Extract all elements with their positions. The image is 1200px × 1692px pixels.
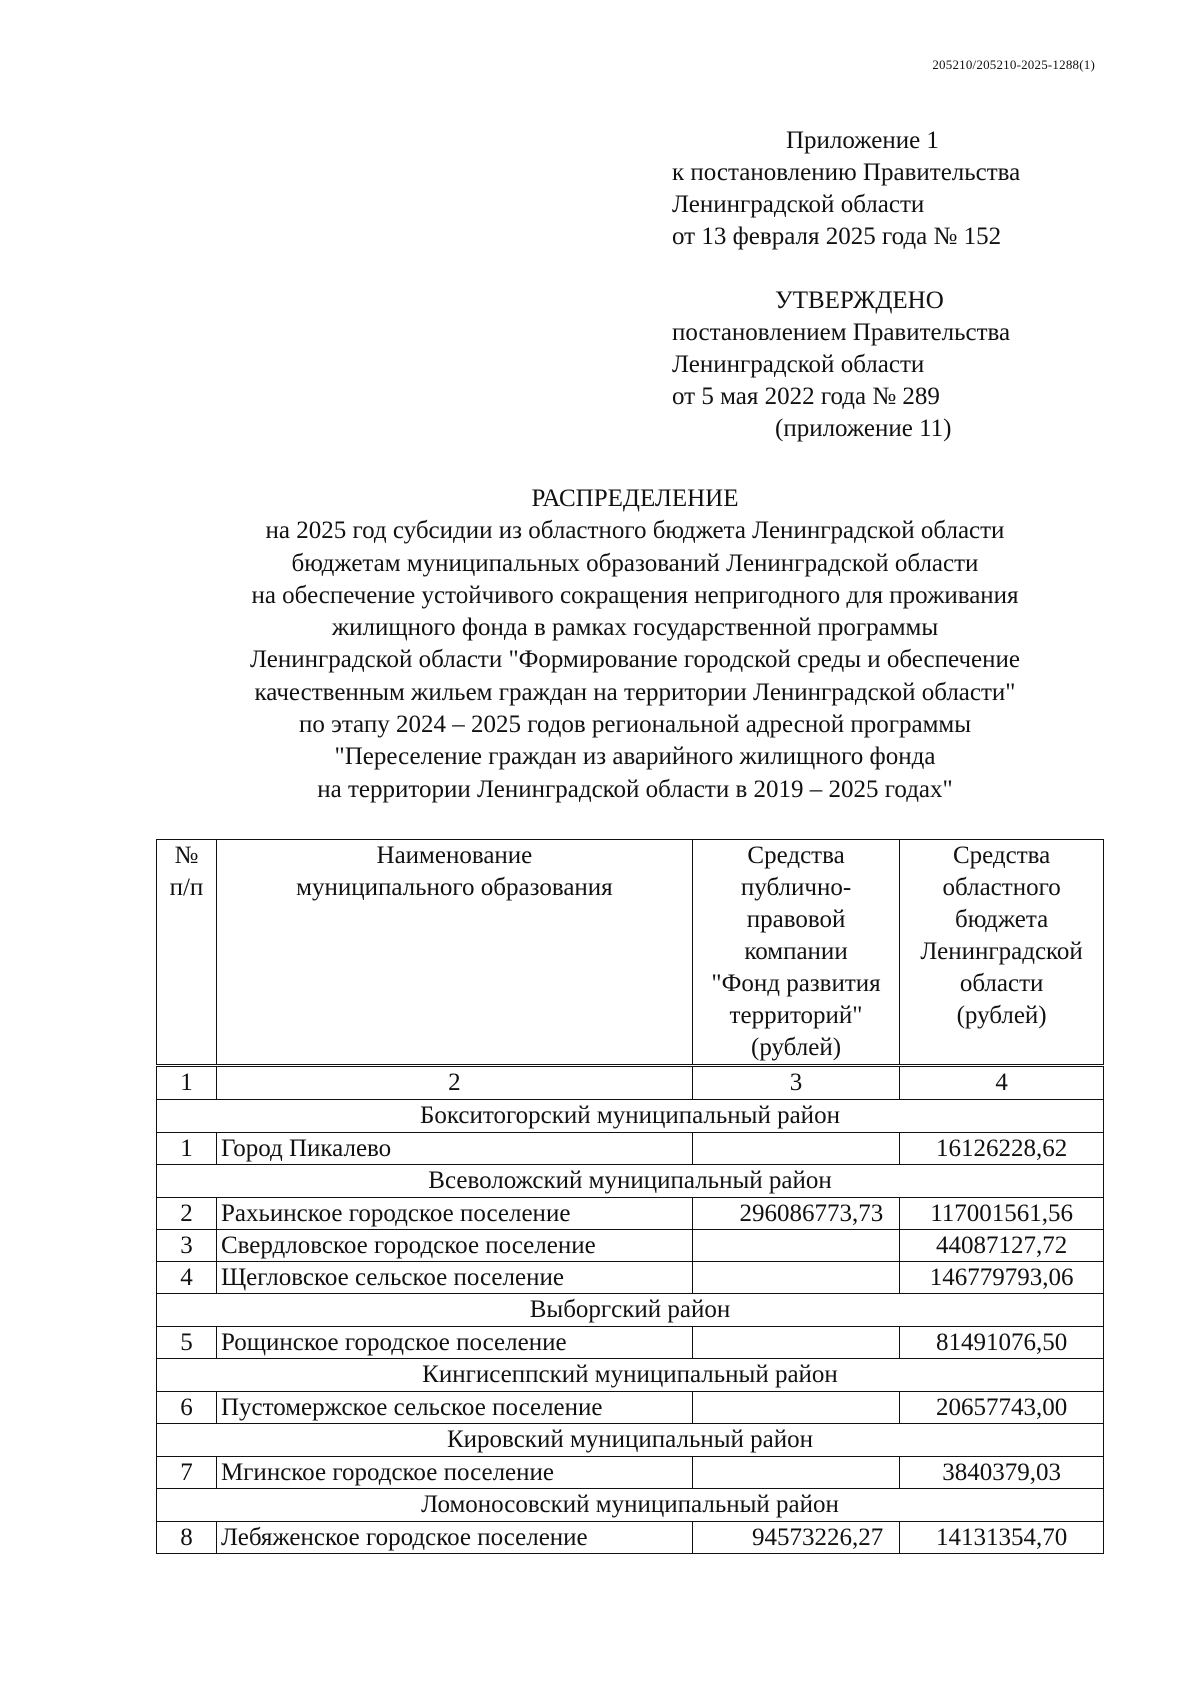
row-number: 3 — [157, 1230, 217, 1262]
row-municipality: Рахьинское городское поселение — [216, 1198, 692, 1230]
table-row — [157, 1198, 1104, 1230]
row-municipality: Город Пикалево — [216, 1133, 692, 1165]
row-oblast-amount: 16126228,62 — [900, 1133, 1104, 1165]
header-oblast: Средства областного бюджета Ленинградской области (рублей) — [900, 840, 1104, 1066]
row-municipality: Рощинское городское поселение — [216, 1327, 692, 1359]
title-line: по этапу 2024 – 2025 годов региональной адресной программы — [298, 711, 972, 739]
row-oblast-amount: 3840379,03 — [900, 1457, 1104, 1489]
row-number: 1 — [157, 1133, 217, 1165]
title-line: качественным жильем граждан на территории Ленинградской области" — [254, 678, 1016, 706]
row-fund-amount — [692, 1262, 899, 1294]
title-line: Ленинградской области "Формирование городской среды и обеспечение — [249, 646, 1021, 674]
title-line: бюджетам муниципальных образований Ленинградской области — [291, 549, 979, 577]
district-name: Кировский муниципальный район — [157, 1424, 1104, 1457]
table-row — [157, 1262, 1104, 1294]
district-row — [157, 1359, 1104, 1392]
table-row — [157, 1457, 1104, 1489]
district-row — [157, 1424, 1104, 1457]
district-row — [157, 1100, 1104, 1133]
index-cell: 2 — [216, 1066, 692, 1100]
row-fund-amount — [692, 1133, 899, 1165]
title-line: "Переселение граждан из аварийного жилищного фонда — [334, 743, 936, 771]
row-fund-amount — [692, 1457, 899, 1489]
row-fund-amount: 296086773,73 — [692, 1198, 899, 1230]
row-oblast-amount: 146779793,06 — [900, 1262, 1104, 1294]
row-oblast-amount: 81491076,50 — [900, 1327, 1104, 1359]
row-number: 6 — [157, 1392, 217, 1424]
appendix-line: к постановлению Правительства — [672, 159, 1021, 186]
row-fund-amount: 94573226,27 — [692, 1522, 899, 1554]
title-line: на 2025 год субсидии из областного бюджета Ленинградской области — [265, 517, 1005, 545]
approved-line: постановлением Правительства — [672, 319, 1011, 346]
index-cell: 4 — [900, 1066, 1104, 1100]
approved-line: от 5 мая 2022 года № 289 — [672, 383, 940, 410]
header-num: № п/п — [157, 840, 217, 1066]
table-row — [157, 1522, 1104, 1554]
title-line: на территории Ленинградской области в 2019 – 2025 годах" — [317, 775, 953, 803]
row-municipality: Пустомержское сельское поселение — [216, 1392, 692, 1424]
table-row — [157, 1327, 1104, 1359]
index-cell: 1 — [157, 1066, 217, 1100]
header-fund: Средства публично- правовой компании "Фонд развития территорий" (рублей) — [692, 840, 899, 1066]
row-municipality: Щегловское сельское поселение — [216, 1262, 692, 1294]
row-fund-amount — [692, 1230, 899, 1262]
approved-annex: (приложение 11) — [775, 415, 952, 442]
row-oblast-amount: 14131354,70 — [900, 1522, 1104, 1554]
table-row — [157, 1230, 1104, 1262]
index-cell: 3 — [692, 1066, 899, 1100]
row-municipality: Лебяженское городское поселение — [216, 1522, 692, 1554]
row-oblast-amount: 20657743,00 — [900, 1392, 1104, 1424]
document-title — [150, 483, 1120, 806]
district-name: Всеволожский муниципальный район — [157, 1165, 1104, 1198]
table-index-row — [157, 1066, 1104, 1100]
appendix-title: Приложение 1 — [786, 127, 939, 154]
district-name: Выборгский район — [157, 1294, 1104, 1327]
approved-block — [672, 285, 1010, 445]
appendix-line: Ленинградской области — [672, 191, 925, 218]
row-fund-amount — [692, 1392, 899, 1424]
row-number: 4 — [157, 1262, 217, 1294]
district-row — [157, 1294, 1104, 1327]
approved-line: Ленинградской области — [672, 351, 925, 378]
appendix-block — [672, 125, 1020, 253]
district-row — [157, 1165, 1104, 1198]
appendix-line: от 13 февраля 2025 года № 152 — [672, 223, 1002, 250]
row-number: 7 — [157, 1457, 217, 1489]
title-line: на обеспечение устойчивого сокращения непригодного для проживания — [251, 581, 1019, 609]
row-fund-amount — [692, 1327, 899, 1359]
row-oblast-amount: 44087127,72 — [900, 1230, 1104, 1262]
district-name: Бокситогорский муниципальный район — [157, 1100, 1104, 1133]
document-id: 205210/205210-2025-1288(1) — [932, 57, 1095, 72]
table-row — [157, 1133, 1104, 1165]
title-heading: РАСПРЕДЕЛЕНИЕ — [531, 485, 739, 512]
distribution-table — [156, 839, 1104, 1554]
district-name: Кингисеппский муниципальный район — [157, 1359, 1104, 1392]
title-line: жилищного фонда в рамках государственной программы — [331, 614, 939, 642]
row-municipality: Мгинское городское поселение — [216, 1457, 692, 1489]
row-number: 8 — [157, 1522, 217, 1554]
approved-title: УТВЕРЖДЕНО — [775, 287, 944, 314]
district-name: Ломоносовский муниципальный район — [157, 1489, 1104, 1522]
header-name: Наименование муниципального образования — [216, 840, 692, 1066]
district-row — [157, 1489, 1104, 1522]
table-row — [157, 1392, 1104, 1424]
row-municipality: Свердловское городское поселение — [216, 1230, 692, 1262]
table-header-row — [157, 840, 1104, 1066]
row-oblast-amount: 117001561,56 — [900, 1198, 1104, 1230]
row-number: 5 — [157, 1327, 217, 1359]
row-number: 2 — [157, 1198, 217, 1230]
